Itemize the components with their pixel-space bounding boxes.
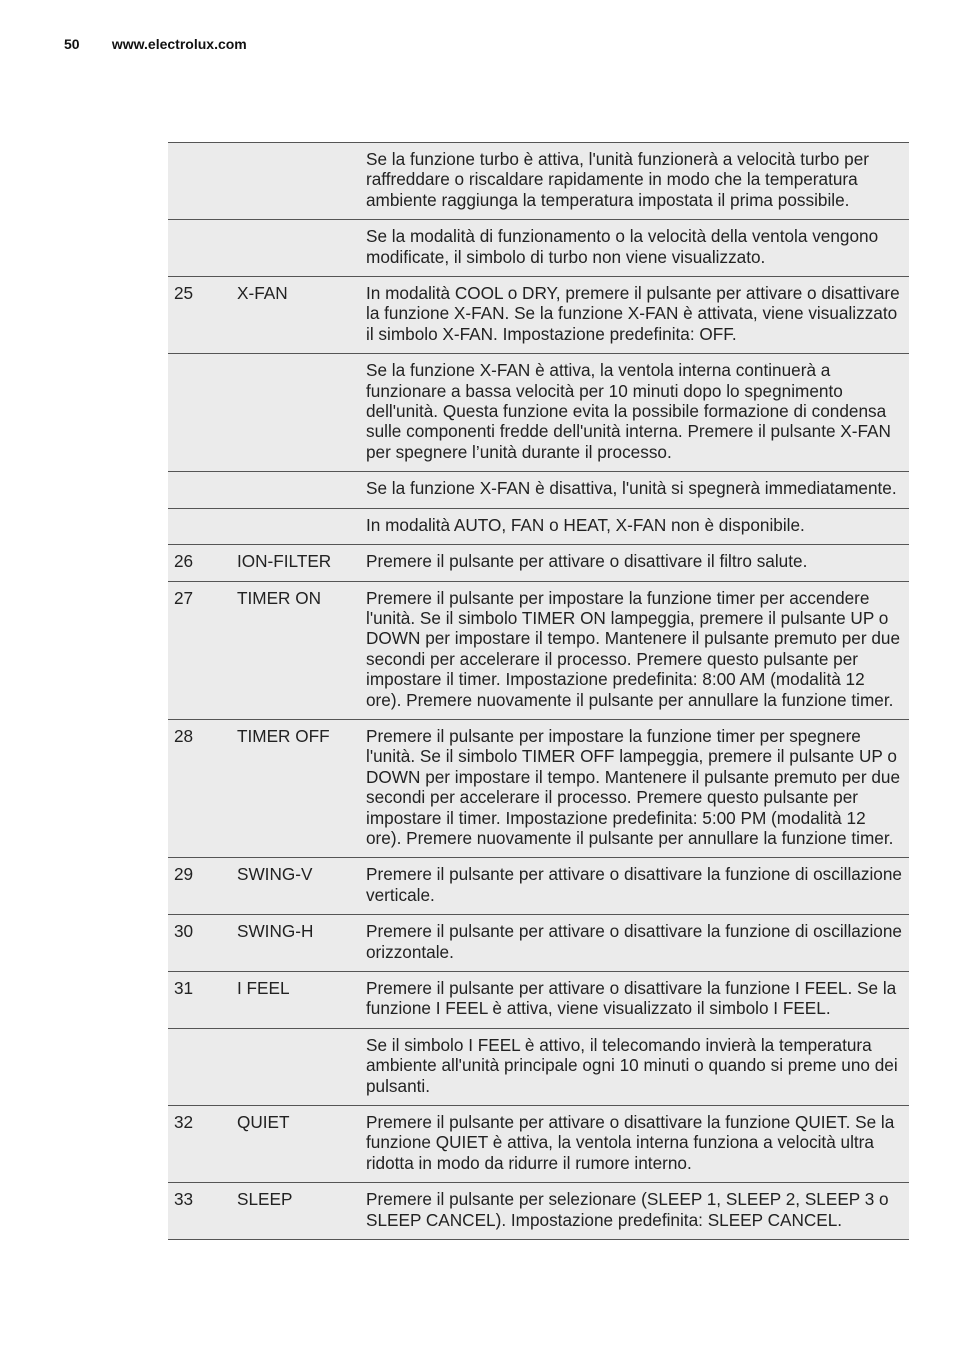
row-number: 30	[168, 915, 237, 972]
row-number: 33	[168, 1183, 237, 1240]
function-name	[237, 143, 366, 220]
function-name: TIMER OFF	[237, 719, 366, 857]
row-number	[168, 143, 237, 220]
table-row	[168, 972, 909, 1029]
function-description: Se la modalità di funzionamento o la velocità della ventola vengono modificate, il simbolo di turbo non viene visualizzato.	[366, 220, 909, 277]
function-description: In modalità AUTO, FAN o HEAT, X-FAN non è disponibile.	[366, 508, 909, 544]
function-description: Se la funzione X-FAN è disattiva, l'unità si spegnerà immediatamente.	[366, 472, 909, 508]
function-name	[237, 220, 366, 277]
row-number: 29	[168, 858, 237, 915]
table-row	[168, 508, 909, 544]
row-number: 32	[168, 1106, 237, 1183]
function-name: SWING-V	[237, 858, 366, 915]
function-name: SWING-H	[237, 915, 366, 972]
table-row	[168, 719, 909, 857]
table-row	[168, 143, 909, 220]
row-number: 28	[168, 719, 237, 857]
table-row	[168, 858, 909, 915]
function-name: QUIET	[237, 1106, 366, 1183]
function-description: Premere il pulsante per attivare o disattivare la funzione di oscillazione verticale.	[366, 858, 909, 915]
function-name: ION-FILTER	[237, 545, 366, 581]
table-row	[168, 1106, 909, 1183]
row-number: 26	[168, 545, 237, 581]
row-number: 27	[168, 581, 237, 719]
function-description: Premere il pulsante per attivare o disattivare la funzione di oscillazione orizzontale.	[366, 915, 909, 972]
function-name: TIMER ON	[237, 581, 366, 719]
table-row	[168, 220, 909, 277]
function-description: Premere il pulsante per impostare la funzione timer per accendere l'unità. Se il simbolo TIMER ON lampeggia, premere il pulsante UP o DOWN per impostare il tempo. Mantenere il pulsante premuto per due secondi per accelerare il processo. Premere questo pulsante per impostare il timer. Impostazione predefinita: 8:00 AM (modalità 12 ore). Premere nuovamente il pulsante per annullare la funzione timer.	[366, 581, 909, 719]
function-description: Se il simbolo I FEEL è attivo, il telecomando invierà la temperatura ambiente all'unità principale ogni 10 minuti o quando si preme uno dei pulsanti.	[366, 1028, 909, 1105]
table-row	[168, 545, 909, 581]
table-row	[168, 1028, 909, 1105]
page-number: 50	[64, 36, 80, 52]
table-row	[168, 581, 909, 719]
function-name	[237, 508, 366, 544]
table-row	[168, 1183, 909, 1240]
function-name	[237, 1028, 366, 1105]
page-header	[64, 36, 247, 52]
function-description: Premere il pulsante per selezionare (SLEEP 1, SLEEP 2, SLEEP 3 o SLEEP CANCEL). Impostazione predefinita: SLEEP CANCEL.	[366, 1183, 909, 1240]
function-description: Se la funzione turbo è attiva, l'unità funzionerà a velocità turbo per raffreddare o riscaldare rapidamente in modo che la temperatura ambiente raggiunga la temperatura impostata il prima possibile.	[366, 143, 909, 220]
function-description: Premere il pulsante per attivare o disattivare la funzione I FEEL. Se la funzione I FEEL è attiva, viene visualizzato il simbolo I FEEL.	[366, 972, 909, 1029]
function-description: Premere il pulsante per attivare o disattivare la funzione QUIET. Se la funzione QUIET è attiva, la ventola interna funziona a velocità ultra ridotta in modo da ridurre il rumore interno.	[366, 1106, 909, 1183]
table-row	[168, 915, 909, 972]
table-row	[168, 472, 909, 508]
row-number	[168, 1028, 237, 1105]
function-description: Premere il pulsante per attivare o disattivare il filtro salute.	[366, 545, 909, 581]
row-number	[168, 354, 237, 472]
table-row	[168, 354, 909, 472]
function-name: I FEEL	[237, 972, 366, 1029]
function-description: In modalità COOL o DRY, premere il pulsante per attivare o disattivare la funzione X-FAN. Se la funzione X-FAN è attivata, viene visualizzato il simbolo X-FAN. Impostazione predefinita: OFF.	[366, 277, 909, 354]
row-number: 25	[168, 277, 237, 354]
function-name: X-FAN	[237, 277, 366, 354]
function-table	[168, 142, 909, 1240]
function-name	[237, 354, 366, 472]
table-row	[168, 277, 909, 354]
website-url: www.electrolux.com	[111, 36, 247, 52]
function-name	[237, 472, 366, 508]
row-number	[168, 472, 237, 508]
row-number	[168, 220, 237, 277]
function-description: Se la funzione X-FAN è attiva, la ventola interna continuerà a funzionare a bassa velocità per 10 minuti dopo lo spegnimento dell'unità. Questa funzione evita la possibile formazione di condensa sulle componenti fredde dell'unità interna. Premere il pulsante X-FAN per spegnere l’unità durante il processo.	[366, 354, 909, 472]
row-number	[168, 508, 237, 544]
function-name: SLEEP	[237, 1183, 366, 1240]
function-description: Premere il pulsante per impostare la funzione timer per spegnere l'unità. Se il simbolo TIMER OFF lampeggia, premere il pulsante UP o DOWN per impostare il tempo. Mantenere il pulsante premuto per due secondi per accelerare il processo. Premere questo pulsante per impostare il timer. Impostazione predefinita: 5:00 PM (modalità 12 ore). Premere nuovamente il pulsante per annullare la funzione timer.	[366, 719, 909, 857]
row-number: 31	[168, 972, 237, 1029]
